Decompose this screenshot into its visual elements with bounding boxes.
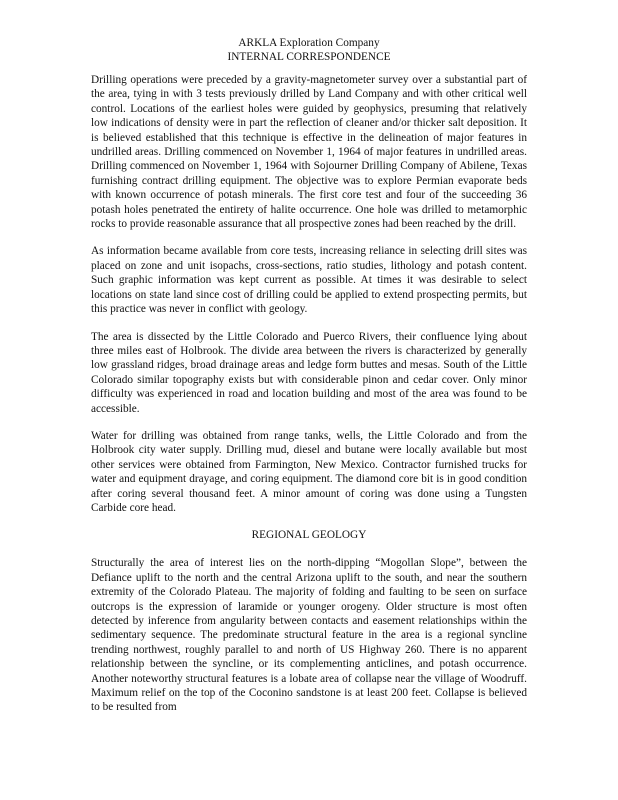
letterhead: [91, 36, 527, 64]
paragraph-area-description: The area is dissected by the Little Colorado and Puerco Rivers, their confluence lying about three miles east of Holbrook. The divide area between the rivers is characterized by generally low grassland ridges, broad drainage areas and ledge form buttes and mesas. South of the Little Colorado similar topography exists but with considerable pinon and cedar cover. Only minor difficulty was experienced in road and location building and most of the area was found to be accessible.: [91, 330, 527, 415]
correspondence-type: INTERNAL CORRESPONDENCE: [227, 51, 391, 63]
section-heading-regional-geology: REGIONAL GEOLOGY: [251, 529, 367, 542]
company-name: ARKLA Exploration Company: [238, 37, 380, 49]
paragraph-regional-structure: Structurally the area of interest lies on the north-dipping “Mogollan Slope”, between the Defiance uplift to the north and the central Arizona uplift to the south, and near the southern extremity of the Colorado Plateau. The majority of folding and faulting to be seen on surface outcrops is the expression of laramide or younger orogeny. Older structure is most often detected by inference from angularity between contacts and easement relationships within the sedimentary sequence. The predominate structural feature in the area is a regional syncline trending northwest, roughly parallel to and north of US Highway 260. There is no apparent relationship between the syncline, or its complementing anticlines, and potash occurrence. Another noteworthy structural features is a lobate area of collapse near the village of Woodruff. Maximum relief on the top of the Coconino sandstone is at least 200 feet. Collapse is believed to be resulted from: [91, 557, 527, 714]
paragraph-core-tests: As information became available from core tests, increasing reliance in selecting drill sites was placed on zone and unit isopachs, cross-sections, ratio studies, lithology and potash content. Such graphic information was kept current as possible. At times it was desirable to select locations on state land since cost of drilling could be applied to extend prospecting permits, but this practice was never in conflict with geology.: [91, 245, 527, 316]
paragraph-water-supply: Water for drilling was obtained from range tanks, wells, the Little Colorado and from the Holbrook city water supply. Drilling mud, diesel and butane were locally available but most other services were obtained from Farmington, New Mexico. Contractor furnished trucks for water and equipment drayage, and coring equipment. The diamond core bit is in good condition after coring several thousand feet. A minor amount of coring was done using a Tungsten Carbide core head.: [91, 429, 527, 514]
paragraph-drilling-operations: Drilling operations were preceded by a gravity-magnetometer survey over a substantial part of the area, tying in with 3 tests previously drilled by Land Company and with other critical well control. Locations of the earliest holes were guided by geophysics, presuming that relatively low indications of density were in part the reflection of cleaner and/or thicker salt deposition. It is believed established that this technique is effective in the delineation of major features in undrilled areas. Drilling commenced on November 1, 1964 of major features in undrilled areas. Drilling commenced on November 1, 1964 with Sojourner Drilling Company of Abilene, Texas furnishing contract drilling equipment. The objective was to explore Permian evaporate beds with known occurrence of potash minerals. The first core test and four of the succeeding 36 potash holes penetrated the entirety of halite occurrence. One hole was drilled to metamorphic rocks to provide reasonable assurance that all prospective zones had been reached by the drill.: [91, 74, 527, 231]
document-page: [91, 36, 527, 728]
